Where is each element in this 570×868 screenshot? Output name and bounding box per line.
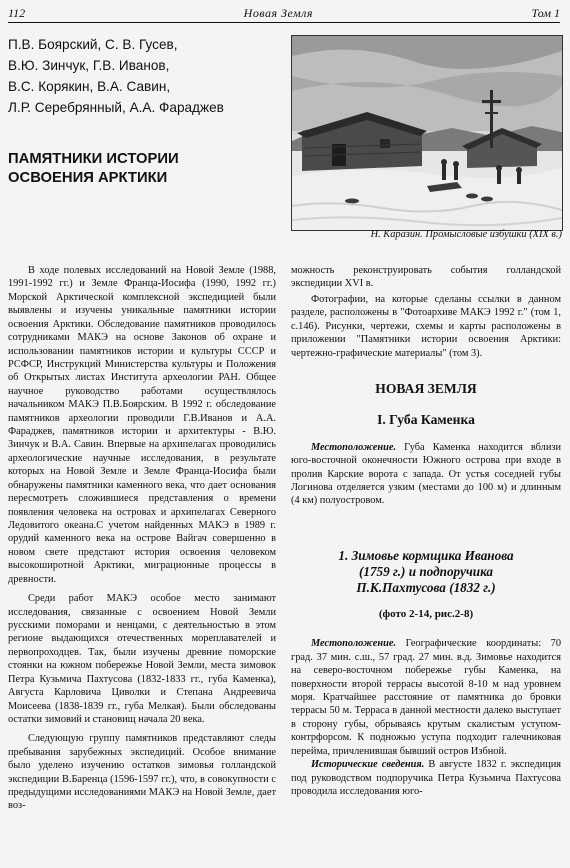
location-paragraph <box>291 441 561 508</box>
author-list <box>8 34 278 118</box>
item-title-line: (1759 г.) и подпоручика <box>358 563 494 579</box>
author-line: В.Ю. Зинчук, Г.В. Иванов, <box>8 58 170 73</box>
location-label: Местоположение. <box>311 441 397 453</box>
author-line: П.В. Боярский, С. В. Гусев, <box>8 37 178 52</box>
body-paragraph: Следующую группу памятников представляют следы пребывания зарубежных экспедиций. Особое внимание было уделено изучению остатков зимовья голландской экспедиции В.Баренца (1596-1597 гг.), что, в совокупности с предыдущими исследованиями МАКЭ на Новой Земле, дает воз- <box>8 733 276 812</box>
item-title-line: 1. Зимовье кормщика Иванова <box>338 547 514 563</box>
body-paragraph: В ходе полевых исследований на Новой Земле (1988, 1991-1992 гг.) и Земле Франца-Иосифа (1990, 1992 гг.) Морской Арктической комплексной экспедицией были выявлены и изучены уникальные памятники истории освоения Арктики. Обследование памятников проводилось сотрудниками МАКЭ на основе Законов об охране и использовании памятников истории и культуры СССР и РСФСР, Инструкций Министерства культуры и Положения об Открытых листах Института археологии РАН. Общее научное руководство работами осуществлялось начальником МАКЭ П.В.Боярским. В 1992 г. обследование памятников археологии проводили Г.В.Иванов и А.А. Фараджев, памятников истории и архитектуры - В.Ю. Зинчук и В.А. Савин. Впервые на архипелагах проводились археологические научные исследования, в результате которых на Новой Земле и Земле Франца-Иосифа были обнаружены памятники каменного века, что дает основания пересмотреть сложившиеся представления о времени появления человека на островах и архипелагах Северного Ледовитого океана.С учетом найденных МАКЭ в 1989 г. орудий каменного века на острове Вайгач совершенно в новом свете предстают история освоения человеком высокоширотной Арктики, миграционные процессы в древности. <box>8 265 276 585</box>
running-header <box>8 4 560 23</box>
body-paragraph: можность реконструировать события голландской экспедиции XVI в. <box>291 265 561 290</box>
right-column <box>291 264 561 798</box>
location-paragraph <box>291 637 561 758</box>
author-line: Л.Р. Серебрянный, А.А. Фараджев <box>8 100 224 115</box>
running-title: Новая Земля <box>243 5 313 20</box>
location-text: Губа Каменка находится вблизи юго-восточной оконечности Южного острова при входе в пролив Карские ворота с запада. От устья соседней губы Логинова отделяется узким (местами до 100 м) и длинным (4 км) полуостровом. <box>291 441 561 507</box>
section-title: НОВАЯ ЗЕМЛЯ <box>375 380 477 396</box>
article-title <box>8 150 278 188</box>
page-number: 112 <box>8 5 26 20</box>
illustration-caption: Н. Каразин. Промысловые избушки (XIX в.) <box>370 229 562 240</box>
location-text: Географические координаты: 70 град. 37 мин. с.ш., 57 град. 27 мин. в.д. Зимовье находится на северо-восточном побережье губы Каменка, на поверхности второй террасы высотой 8-10 м над уровнем моря. Кратчайшее расстояние от памятника до бровки террасы 50 м. Терраса в данной местности далеко выступает в сторону губы, обрываясь крутым скалистым уступом-контрфорсом. К подножью уступа подходит галечниковая перейма, причленившая бывший остров Избной. <box>291 638 561 757</box>
location-label: Местоположение. <box>311 638 397 650</box>
item-title-line: П.К.Пахтусова (1832 г.) <box>356 579 496 595</box>
article-title-line: ОСВОЕНИЯ АРКТИКИ <box>8 170 168 186</box>
subsection-title: I. Губа Каменка <box>377 412 475 428</box>
history-label: Исторические сведения. <box>311 759 425 771</box>
body-paragraph: Среди работ МАКЭ особое место занимают исследования, связанные с освоением Новой Земли русскими поморами и ненцами, с деятельностью в этом регионе выдающихся отечественных мореплавателей и первопроходцев. Так, были изучены древние поморские стоянки на южном побережье Новой Земли, места зимовок Петра Кузьмича Пахтусова (1832-1833 гг., губа Каменка), Августа Карловича Циволки и Степана Андреевича Моисеева (1838-1839 гг., губа Мелкая). Были обследованы остатки зимовий и становищ начала 20 века. <box>8 593 276 725</box>
history-paragraph <box>291 758 561 798</box>
author-line: В.С. Корякин, В.А. Савин, <box>8 79 171 94</box>
winter-huts-illustration <box>291 35 563 231</box>
left-column <box>8 264 276 813</box>
article-title-line: ПАМЯТНИКИ ИСТОРИИ <box>8 151 179 167</box>
photo-reference: (фото 2-14, рис.2-8) <box>378 607 474 620</box>
history-text: В августе 1832 г. экспедиция под руководством подпоручика Петра Кузьмича Пахтусова проводила исследования юго- <box>291 759 561 797</box>
volume-label: Том 1 <box>531 5 560 20</box>
item-title <box>291 548 561 596</box>
body-paragraph: Фотографии, на которые сделаны ссылки в данном разделе, расположены в "Фотоархиве МАКЭ 1992 г." (том 1, с.146). Рисунки, чертежи, схемы и карты расположены в приложении "Памятники истории освоения Арктики: чертежно-графические материалы" (том 3). <box>291 293 561 359</box>
